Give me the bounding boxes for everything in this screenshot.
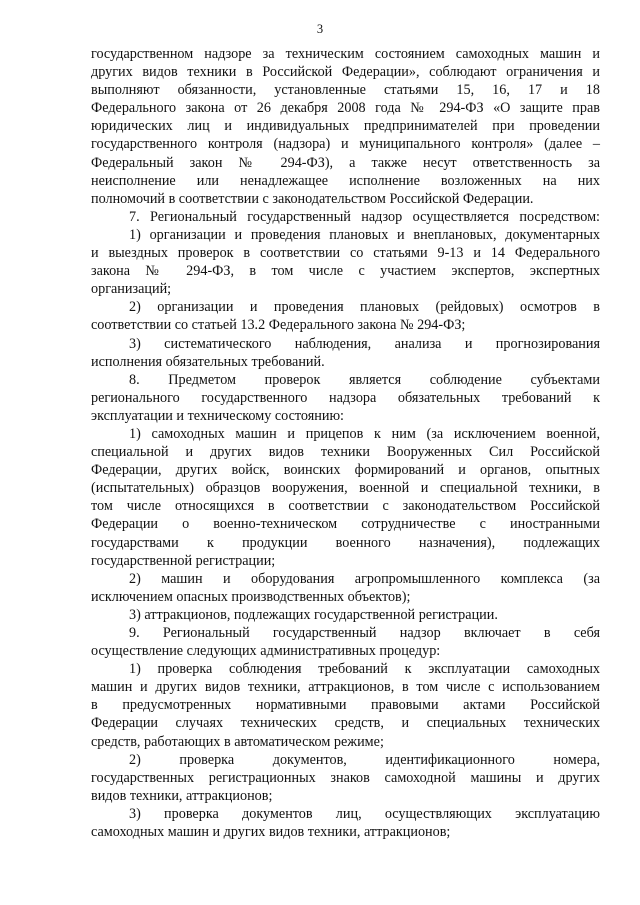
text-line: других видов техники в Российской Федерации», соблюдают ограничения и	[91, 64, 600, 81]
text-line: (испытательных) образцов вооружения, военной и специальной техники, в	[91, 480, 600, 497]
text-line: государственного контроля (надзора) и муниципального контроля» (далее –	[91, 136, 600, 153]
text-line: осуществление следующих административных процедур:	[91, 643, 441, 660]
text-line: исполнения обязательных требований.	[91, 353, 325, 370]
text-line: специальной и других видов техники Вооруженных Сил Российской	[91, 444, 600, 461]
text-line: Федерации о военно-техническом сотрудничестве с иностранными	[91, 516, 600, 533]
text-line: в предусмотренных нормативными правовыми актами Российской	[91, 697, 600, 714]
text-line: 2) машин и оборудования агропромышленного комплекса (за	[129, 570, 600, 587]
text-line: Федерации, других войск, воинских формирований и органов, опытных	[91, 462, 600, 479]
text-line: 1) самоходных машин и прицепов к ним (за исключением военной,	[129, 425, 600, 442]
text-line: эксплуатации и техническому состоянию:	[91, 407, 344, 424]
text-line: 1) проверка соблюдения требований к эксплуатации самоходных	[129, 661, 600, 678]
text-line: соответствии со статьей 13.2 Федерального закона № 294-ФЗ;	[91, 317, 466, 334]
text-line: Федеральный закон № 294-ФЗ), а также несут ответственность за	[91, 154, 600, 171]
text-line: государственных регистрационных знаков самоходной машины и других	[91, 769, 600, 786]
text-line: выполняют обязанности, установленные статьями 15, 16, 17 и 18	[91, 82, 600, 99]
text-line: регионального государственного надзора обязательных требований к	[91, 389, 600, 406]
text-line: государственном надзоре за техническим состоянием самоходных машин и	[91, 46, 600, 62]
text-line: 3) аттракционов, подлежащих государственной регистрации.	[129, 606, 498, 623]
text-line: 3) систематического наблюдения, анализа и прогнозирования	[129, 335, 600, 352]
text-line: самоходных машин и других видов техники, аттракционов;	[91, 824, 451, 841]
paragraph-9-heading: 9. Региональный государственный надзор включает в себя	[129, 625, 600, 641]
text-line: видов техники, аттракционов;	[91, 787, 273, 804]
text-line: государственной регистрации;	[91, 552, 276, 569]
text-line: машин и других видов техники, аттракционов, в том числе с использованием	[91, 679, 600, 696]
text-line: организаций;	[91, 281, 172, 298]
document-body	[91, 45, 600, 841]
text-line: неисполнение или ненадлежащее исполнение возложенных на них	[91, 172, 600, 189]
text-line: 1) организации и проведения плановых и внеплановых, документарных	[129, 226, 600, 243]
text-line: средств, работающих в автоматическом режиме;	[91, 733, 384, 750]
text-line: исключением опасных производственных объектов);	[91, 588, 411, 605]
text-line: государствами к продукции военного назначения), подлежащих	[91, 534, 600, 551]
text-line: и выездных проверок в соответствии со статьями 9-13 и 14 Федерального	[91, 245, 600, 262]
text-line: полномочий в соответствии с законодательством Российской Федерации.	[91, 190, 534, 207]
page-number: 3	[316, 22, 324, 36]
text-line: том числе относящихся в соответствии с законодательством Российской	[91, 498, 600, 515]
paragraph-8-heading: 8. Предметом проверок является соблюдение субъектами	[129, 371, 600, 388]
text-line: 2) проверка документов, идентификационного номера,	[129, 751, 600, 768]
text-line: 3) проверка документов лиц, осуществляющих эксплуатацию	[129, 805, 600, 822]
text-line: Федерации случаях технических средств, и специальных технических	[91, 715, 600, 732]
text-line: закона № 294-ФЗ, в том числе с участием экспертов, экспертных	[91, 263, 600, 280]
text-line: Федерального закона от 26 декабря 2008 года № 294-ФЗ «О защите прав	[91, 100, 600, 117]
paragraph-7-heading: 7. Региональный государственный надзор осуществляется посредством:	[129, 208, 600, 225]
text-line: юридических лиц и индивидуальных предпринимателей при проведении	[91, 118, 600, 135]
text-line: 2) организации и проведения плановых (рейдовых) осмотров в	[129, 299, 600, 316]
